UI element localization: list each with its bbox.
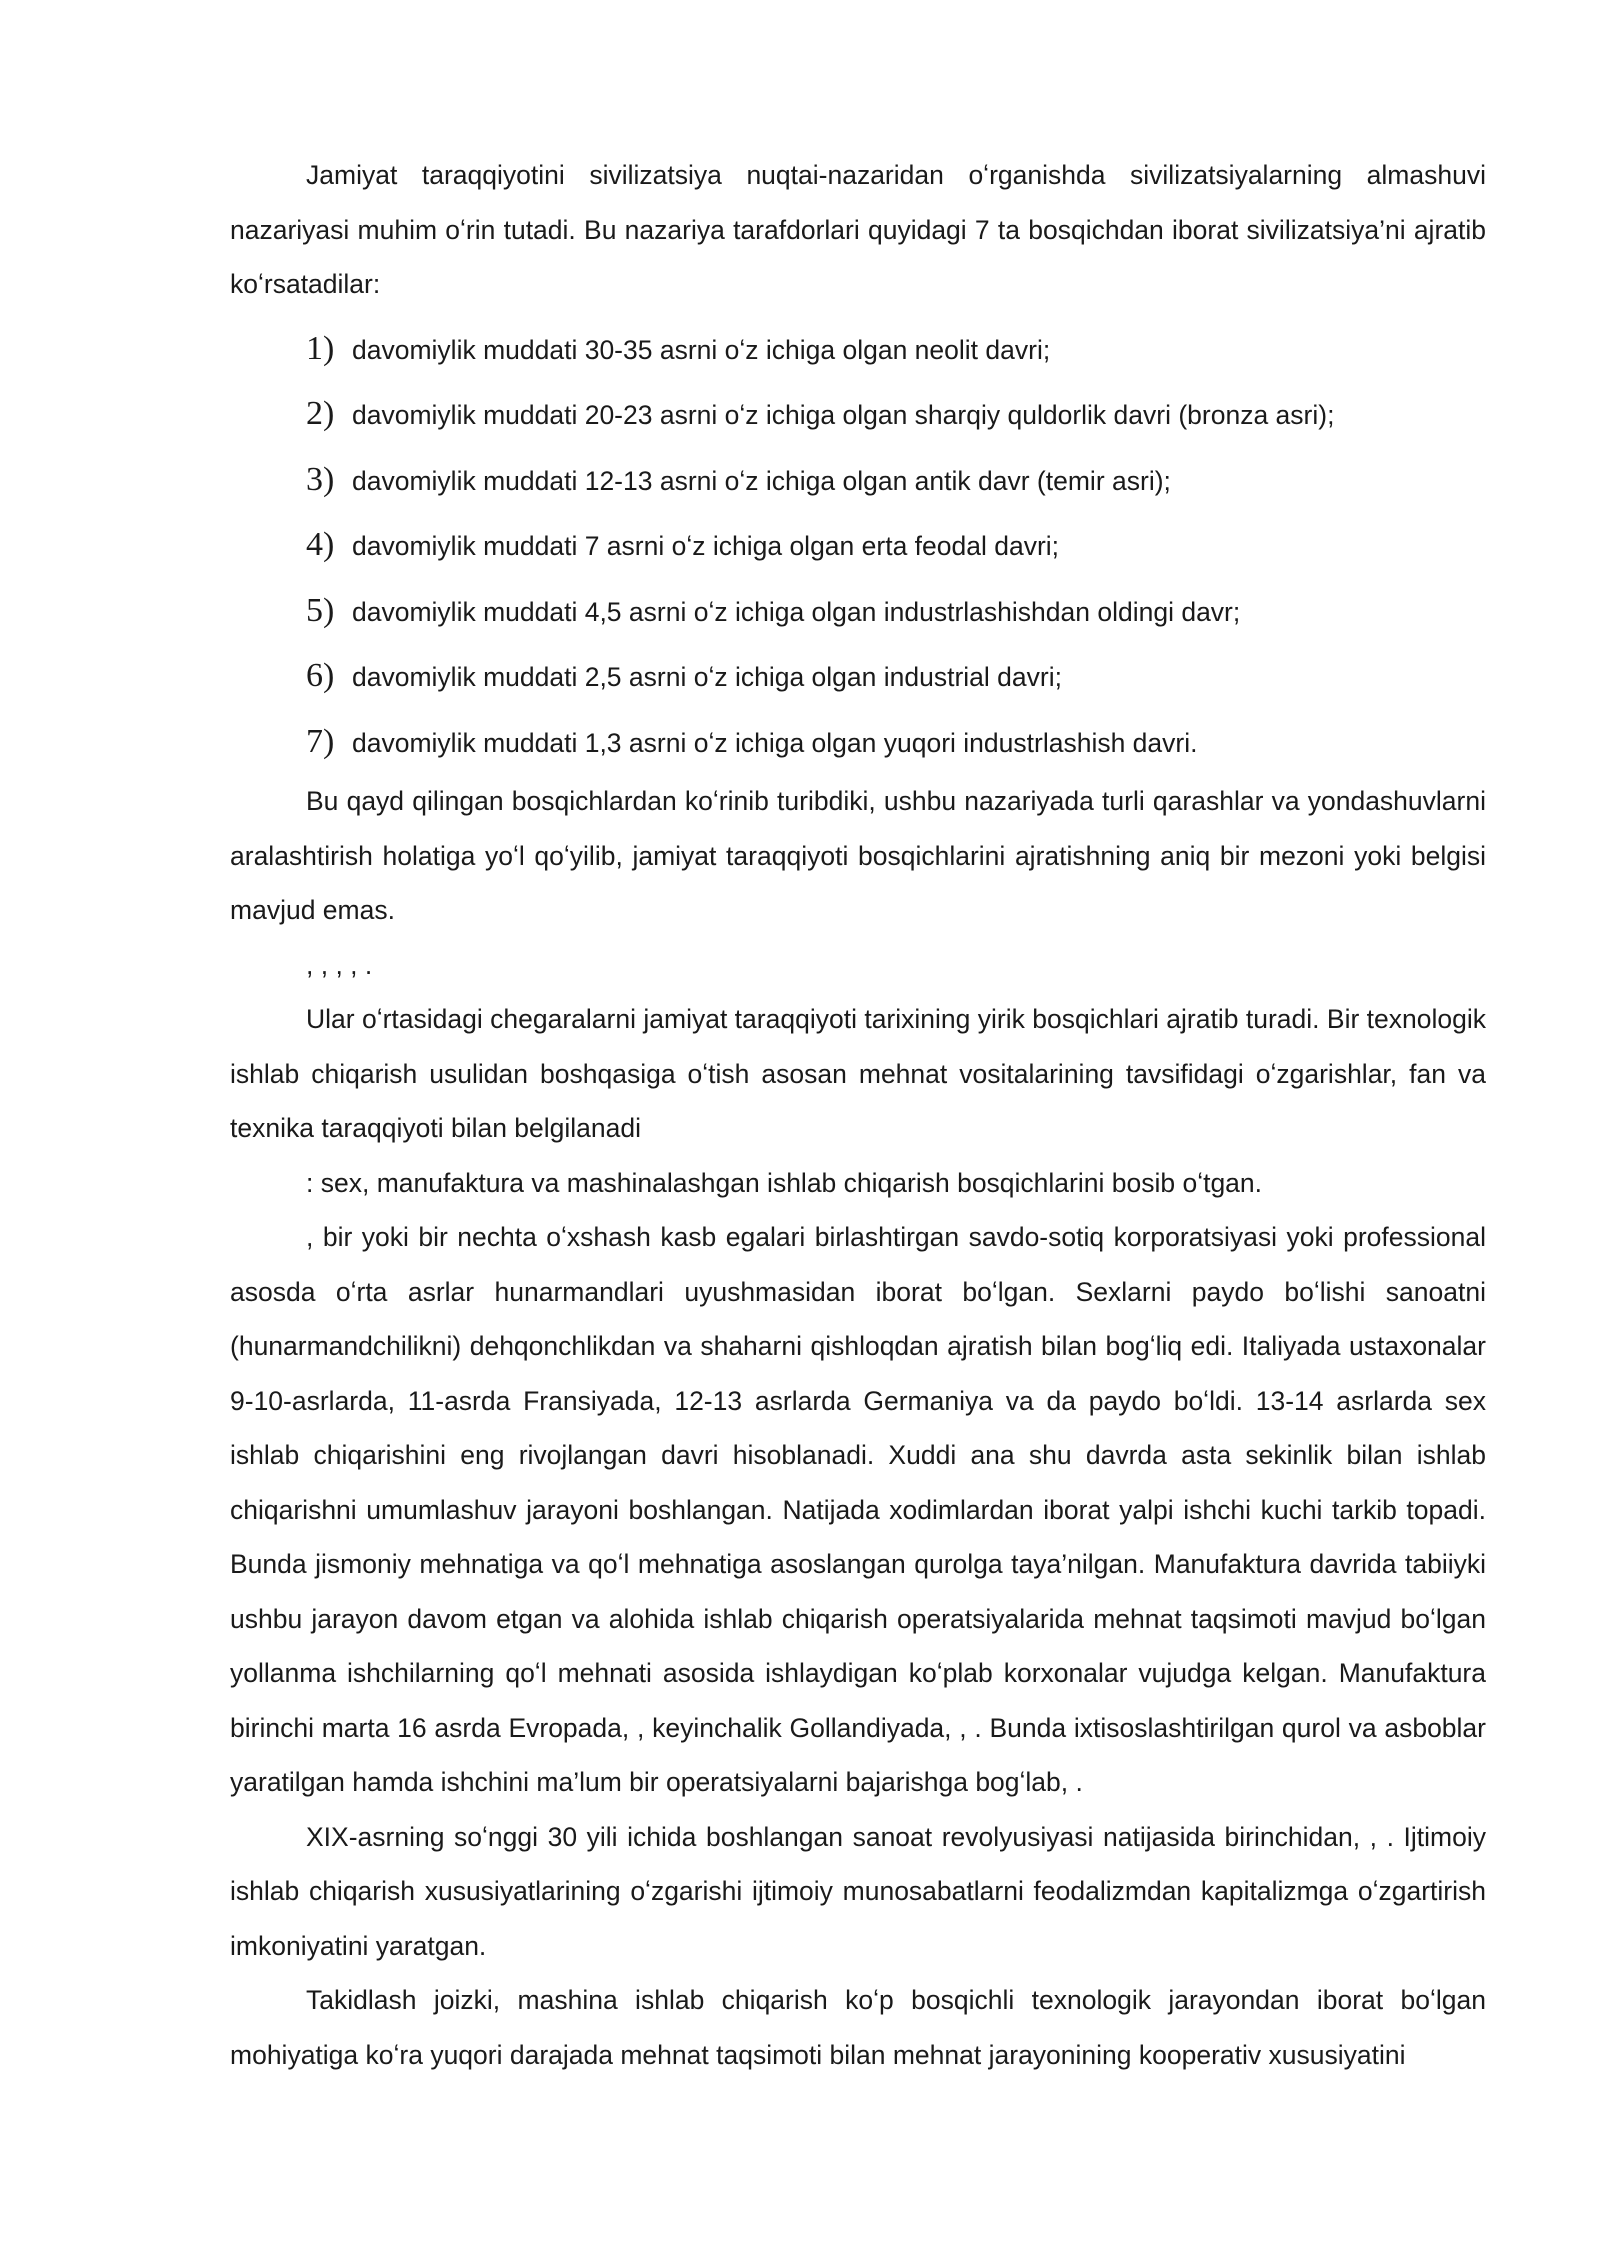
list-item-number: 5) (306, 591, 335, 629)
list-item (230, 381, 1486, 447)
list-item-number: 3) (306, 460, 335, 498)
list-item (230, 709, 1486, 775)
list-item-number: 2) (306, 395, 335, 432)
paragraph-sex: : sex, manufaktura va mashinalashgan ishlab chiqarish bosqichlarini bosib oʻtgan. (306, 1167, 1263, 1198)
list-item-text: davomiylik muddati 4,5 asrni oʻz ichiga olgan industrlashishdan oldingi davr; (352, 596, 1241, 627)
list-item-text: davomiylik muddati 30-35 asrni oʻz ichiga olgan neolit davri; (352, 334, 1051, 365)
list-item (230, 447, 1486, 513)
list-item-text: davomiylik muddati 12-13 asrni oʻz ichiga olgan antik davr (temir asri); (352, 465, 1171, 496)
paragraph-ular: Ular oʻrtasidagi chegaralarni jamiyat taraqqiyoti tarixining yirik bosqichlari ajratib turadi. Bir texnologik ishlab chiqarish usulidan boshqasiga oʻtish asosan mehnat vositalarining tavsifidagi oʻzgarishlar, fan va texnika taraqqiyoti bilan belgilanadi (230, 1004, 1486, 1143)
stages-list (230, 316, 1486, 775)
list-item-number: 1) (306, 329, 335, 367)
list-item-text: davomiylik muddati 20-23 asrni oʻz ichiga olgan sharqiy quldorlik davri (bronza asri); (352, 400, 1335, 430)
list-item (230, 512, 1486, 578)
paragraph-bir: , bir yoki bir nechta oʻxshash kasb egalari birlashtirgan savdo-sotiq korporatsiyasi yoki professional asosda oʻrta asrlar hunarmandlari uyushmasidan iborat boʻlgan. Sexlarni paydo boʻlishi sanoatni (hunarmandchilikni) dehqonchlikdan va shaharni qishloqdan ajratish bilan bogʻliq edi. Italiyada ustaxonalar 9-10-asrlarda, 11-asrda Fransiyada, 12-13 asrlarda Germaniya va da paydo boʻldi. 13-14 asrlarda sex ishlab chiqarishini eng rivojlangan davri hisoblanadi. Xuddi ana shu davrda asta sekinlik bilan ishlab chiqarishni umumlashuv jarayoni boshlangan. Natijada xodimlardan iborat yalpi ishchi kuchi tarkib topadi. Bunda jismoniy mehnatiga va qoʻl mehnatiga asoslangan qurolga taya’nilgan. Manufaktura davrida tabiiyki ushbu jarayon davom etgan va alohida ishlab chiqarish operatsiyalarida mehnat taqsimoti mavjud boʻlgan yollanma ishchilarning qoʻl mehnati asosida ishlaydigan koʻplab korxonalar vujudga kelgan. Manufaktura birinchi marta 16 asrda Evropada, , keyinchalik Gollandiyada, , . Bunda ixtisoslashtirilgan qurol va asboblar yaratilgan hamda ishchini ma’lum bir operatsiyalarni bajarishga bogʻlab, . (230, 1222, 1486, 1797)
paragraph-takidlash: Takidlash joizki, mashina ishlab chiqarish koʻp bosqichli texnologik jarayondan iborat boʻlgan mohiyatiga koʻra yuqori darajada mehnat taqsimoti bilan mehnat jarayonining kooperativ xususiyatini (230, 1985, 1486, 2070)
document-body (230, 148, 1486, 2082)
list-item-text: davomiylik muddati 1,3 asrni oʻz ichiga olgan yuqori industrlashish davri. (352, 727, 1198, 758)
list-item-text: davomiylik muddati 2,5 asrni oʻz ichiga olgan industrial davri; (352, 662, 1062, 692)
paragraph-after-list: Bu qayd qilingan bosqichlardan koʻrinib turibdiki, ushbu nazariyada turli qarashlar va yondashuvlarni aralashtirish holatiga yoʻl qoʻyilib, jamiyat taraqqiyoti bosqichlarini ajratishning aniq bir mezoni yoki belgisi mavjud emas. (230, 786, 1486, 925)
list-item-text: davomiylik muddati 7 asrni oʻz ichiga olgan erta feodal davri; (352, 531, 1060, 561)
paragraph-xix: XIX-asrning soʻnggi 30 yili ichida boshlangan sanoat revolyusiyasi natijasida birinchidan, , . Ijtimoiy ishlab chiqarish xususiyatlarining oʻzgarishi ijtimoiy munosabatlarni feodalizmdan kapitalizmga oʻzgartirish imkoniyatini yaratgan. (230, 1821, 1486, 1961)
list-item (230, 316, 1486, 382)
paragraph-commas: , , , , . (306, 949, 373, 980)
list-item-number: 7) (306, 722, 335, 760)
list-item (230, 578, 1486, 644)
paragraph-intro: Jamiyat taraqqiyotini sivilizatsiya nuqtai-nazaridan oʻrganishda sivilizatsiyalarning almashuvi nazariyasi muhim oʻrin tutadi. Bu nazariya tarafdorlari quyidagi 7 ta bosqichdan iborat sivilizatsiya’ni ajratib koʻrsatadilar: (230, 160, 1486, 299)
list-item-number: 6) (306, 657, 335, 694)
list-item (230, 643, 1486, 709)
list-item-number: 4) (306, 526, 335, 563)
